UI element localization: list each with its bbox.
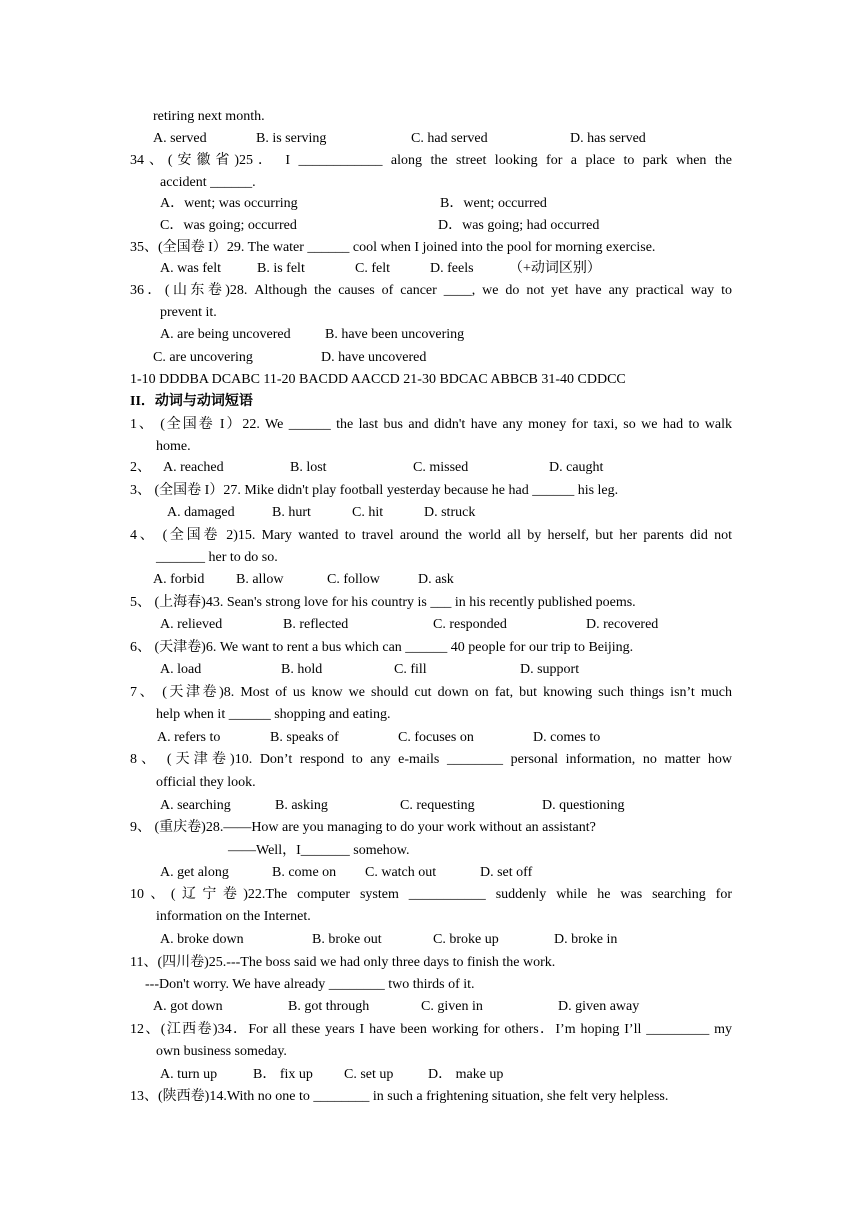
- option: D. support: [520, 662, 580, 677]
- option: D. questioning: [542, 798, 625, 813]
- option: D. comes to: [533, 730, 601, 745]
- option: B．went; occurred: [440, 196, 547, 211]
- s2-q13-stem: 13、(陕西卷)14.With no one to ________ in such a frightening situation, she felt very helpless.: [130, 1089, 669, 1104]
- option: B． fix up: [253, 1067, 313, 1082]
- s2-q9-stem: 9、 (重庆卷)28.——How are you managing to do your work without an assistant?: [130, 820, 596, 835]
- s2-q4-stem: 4、 (全国卷 2)15. Mary wanted to travel around the world all by herself, but her parents did not: [130, 528, 732, 543]
- option: A. served: [153, 131, 207, 146]
- option: B. allow: [236, 572, 284, 587]
- q35-stem: 35、(全国卷 I）29. The water ______ cool when I joined into the pool for morning exercise.: [130, 240, 656, 255]
- s2-q9-stem-cont: ——Well，I_______ somehow.: [228, 843, 410, 858]
- option: C. felt: [355, 261, 390, 276]
- option: B. reflected: [283, 617, 349, 632]
- s2-q3-stem: 3、 (全国卷 I）27. Mike didn't play football yesterday because he had ______ his leg.: [130, 483, 619, 498]
- s2-q1-stem: 1、 (全国卷 I）22. We ______ the last bus and didn't have any money for taxi, so we had to walk: [130, 417, 732, 432]
- option: B. broke out: [312, 932, 382, 947]
- option: D. broke in: [554, 932, 618, 947]
- option: D. set off: [480, 865, 533, 880]
- option: D． make up: [428, 1067, 504, 1082]
- s2-q12-stem-cont: own business someday.: [156, 1044, 287, 1059]
- option: B. is felt: [257, 261, 305, 276]
- option: A. refers to: [157, 730, 221, 745]
- option: C．was going; occurred: [160, 218, 297, 233]
- option: D．was going; had occurred: [438, 218, 600, 233]
- option: C. focuses on: [398, 730, 474, 745]
- option: C. watch out: [365, 865, 437, 880]
- s2-q10-stem-cont: information on the Internet.: [156, 909, 311, 924]
- q33-tail: retiring next month.: [153, 109, 265, 124]
- option: C. given in: [421, 999, 483, 1014]
- answer-key: 1-10 DDDBA DCABC 11-20 BACDD AACCD 21-30 BDCAC ABBCB 31-40 CDDCC: [130, 372, 626, 387]
- option: B. come on: [272, 865, 337, 880]
- option: D. struck: [424, 505, 476, 520]
- s2-q11-stem-cont: ---Don't worry. We have already ________ two thirds of it.: [145, 977, 475, 992]
- s2-q8-stem: 8、 (天津卷)10. Don’t respond to any e-mails ________ personal information, no matter how: [130, 752, 732, 767]
- option: C. follow: [327, 572, 380, 587]
- s2-q4-stem-cont: _______ her to do so.: [156, 550, 278, 565]
- option: A. turn up: [160, 1067, 218, 1082]
- option: D. feels: [430, 261, 474, 276]
- option: A. get along: [160, 865, 229, 880]
- question-number: 2、: [130, 460, 151, 475]
- section-title: II．动词与动词短语: [130, 394, 253, 409]
- option: B. hold: [281, 662, 323, 677]
- option: D. caught: [549, 460, 604, 475]
- option: C. responded: [433, 617, 507, 632]
- option: D. recovered: [586, 617, 659, 632]
- option: D. has served: [570, 131, 646, 146]
- option: B. asking: [275, 798, 328, 813]
- option: D. ask: [418, 572, 454, 587]
- q36-stem: 36．(山东卷)28. Although the causes of cancer ____, we do not yet have any practical way to: [130, 283, 732, 298]
- s2-q10-stem: 10、(辽宁卷)22.The computer system ___________ suddenly while he was searching for: [130, 887, 732, 902]
- q34-stem-cont: accident ______.: [160, 175, 256, 190]
- option: C. are uncovering: [153, 350, 253, 365]
- option: A. load: [160, 662, 202, 677]
- option: A. relieved: [160, 617, 223, 632]
- s2-q7-stem-cont: help when it ______ shopping and eating.: [156, 707, 391, 722]
- option: C. hit: [352, 505, 384, 520]
- option: B. is serving: [256, 131, 327, 146]
- s2-q1-stem-cont: home.: [156, 439, 191, 454]
- note: （+动词区别）: [509, 261, 601, 276]
- option: C. broke up: [433, 932, 499, 947]
- option: C. had served: [411, 131, 488, 146]
- option: A. damaged: [167, 505, 235, 520]
- s2-q11-stem: 11、(四川卷)25.---The boss said we had only three days to finish the work.: [130, 955, 556, 970]
- option: C. set up: [344, 1067, 394, 1082]
- s2-q12-stem: 12、(江西卷)34．For all these years I have been working for others．I’m hoping I’ll _________ my: [130, 1022, 732, 1037]
- s2-q5-stem: 5、 (上海春)43. Sean's strong love for his country is ___ in his recently published poems.: [130, 595, 636, 610]
- option: C. fill: [394, 662, 427, 677]
- option: A. are being uncovered: [160, 327, 291, 342]
- option: B. have been uncovering: [325, 327, 465, 342]
- option: A. was felt: [160, 261, 222, 276]
- s2-q7-stem: 7、 (天津卷)8. Most of us know we should cut down on fat, but knowing such things isn’t much: [130, 685, 732, 700]
- option: C. missed: [413, 460, 469, 475]
- option: D. given away: [558, 999, 640, 1014]
- q36-stem-cont: prevent it.: [160, 305, 217, 320]
- option: A. searching: [160, 798, 231, 813]
- option: D. have uncovered: [321, 350, 427, 365]
- option: B. lost: [290, 460, 327, 475]
- option: B. got through: [288, 999, 370, 1014]
- option: A. broke down: [160, 932, 244, 947]
- option: A．went; was occurring: [160, 196, 298, 211]
- s2-q6-stem: 6、 (天津卷)6. We want to rent a bus which can ______ 40 people for our trip to Beijing.: [130, 640, 634, 655]
- option: A. forbid: [153, 572, 205, 587]
- option: A. reached: [163, 460, 224, 475]
- option: A. got down: [153, 999, 223, 1014]
- s2-q8-stem-cont: official they look.: [156, 775, 256, 790]
- option: B. speaks of: [270, 730, 339, 745]
- option: B. hurt: [272, 505, 311, 520]
- option: C. requesting: [400, 798, 475, 813]
- q34-stem: 34、(安徽省)25． I ____________ along the street looking for a place to park when the: [130, 153, 732, 168]
